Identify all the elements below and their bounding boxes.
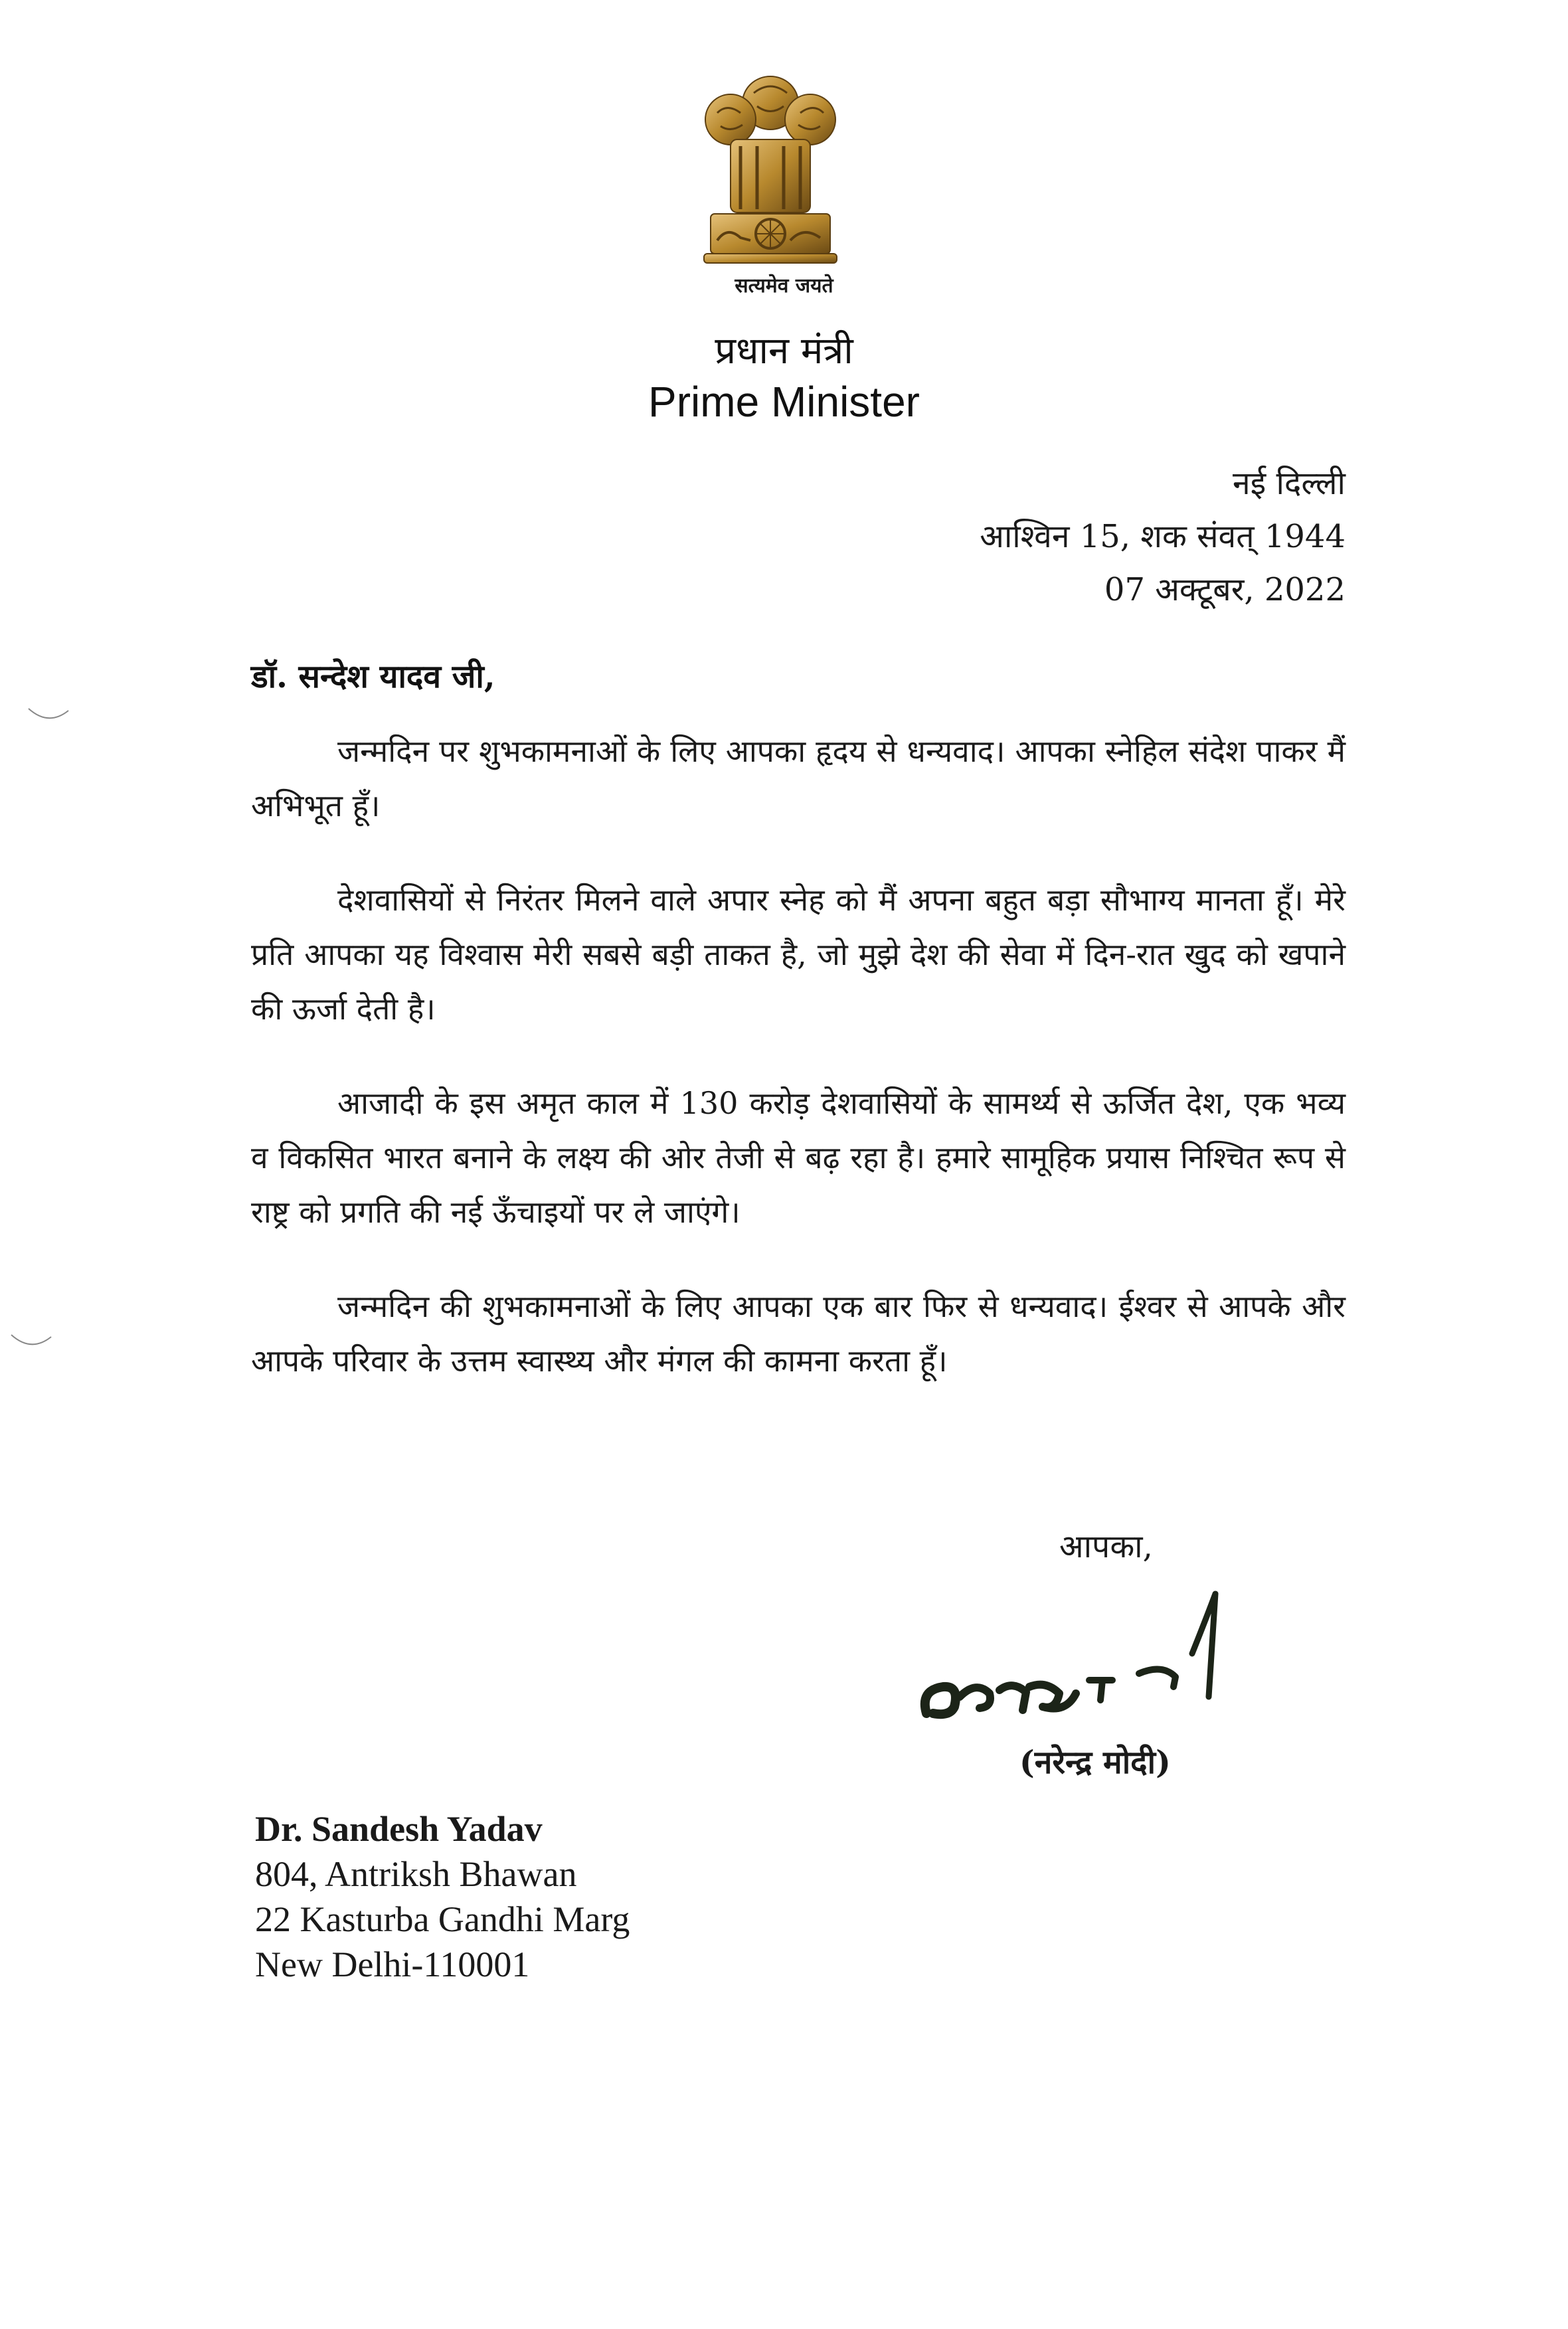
- body-paragraph: देशवासियों से निरंतर मिलने वाले अपार स्नेह को मैं अपना बहुत बड़ा सौभाग्य मानता हूँ। मेरे प्रति आपका यह विश्वास मेरी सबसे बड़ी ताकत है, जो मुझे देश की सेवा में दिन-रात खुद को खपाने की ऊर्जा देती है।: [251, 882, 1346, 1027]
- address-line: 22 Kasturba Gandhi Marg: [255, 1899, 630, 1939]
- punch-mark-bottom: [8, 1332, 54, 1351]
- office-title-english: Prime Minister: [648, 378, 920, 426]
- dateline-gregorian-date: 07 अक्टूबर, 2022: [1104, 571, 1346, 608]
- address-line: New Delhi-110001: [255, 1944, 530, 1984]
- dateline-saka-date: आश्विन 15, शक संवत् 1944: [980, 518, 1346, 555]
- national-emblem-icon: [691, 66, 850, 286]
- body-paragraph: जन्मदिन पर शुभकामनाओं के लिए आपका हृदय से धन्यवाद। आपका स्नेहिल संदेश पाकर मैं अभिभूत हूँ।: [251, 733, 1346, 823]
- dateline: [980, 457, 1346, 616]
- punch-mark-top: [25, 705, 72, 725]
- dateline-place: नई दिल्ली: [1232, 465, 1346, 502]
- body-paragraph: आजादी के इस अमृत काल में 130 करोड़ देशवासियों के सामर्थ्य से ऊर्जित देश, एक भव्य व विकसित भारत बनाने के लक्ष्य की ओर तेजी से बढ़ रहा है। हमारे सामूहिक प्रयास निश्चित रूप से राष्ट्र को प्रगति की नई ऊँचाइयों पर ले जाएंगे।: [251, 1085, 1346, 1230]
- emblem-motto: सत्यमेव जयते: [735, 274, 833, 298]
- signer-name: (नरेन्द्र मोदी): [1019, 1744, 1171, 1781]
- body-paragraph: जन्मदिन की शुभकामनाओं के लिए आपका एक बार फिर से धन्यवाद। ईश्वर से आपके और आपके परिवार के उत्तम स्वास्थ्य और मंगल की कामना करता हूँ।: [251, 1288, 1346, 1379]
- closing: आपका,: [1059, 1528, 1153, 1565]
- signature-icon: [913, 1581, 1259, 1740]
- salutation: डॉ. सन्देश यादव जी,: [251, 658, 495, 695]
- letter-body: [251, 724, 1346, 1428]
- recipient-name: Dr. Sandesh Yadav: [255, 1809, 543, 1849]
- recipient-address: [255, 1806, 630, 1987]
- office-title-hindi: प्रधान मंत्री: [715, 329, 853, 373]
- address-line: 804, Antriksh Bhawan: [255, 1854, 577, 1894]
